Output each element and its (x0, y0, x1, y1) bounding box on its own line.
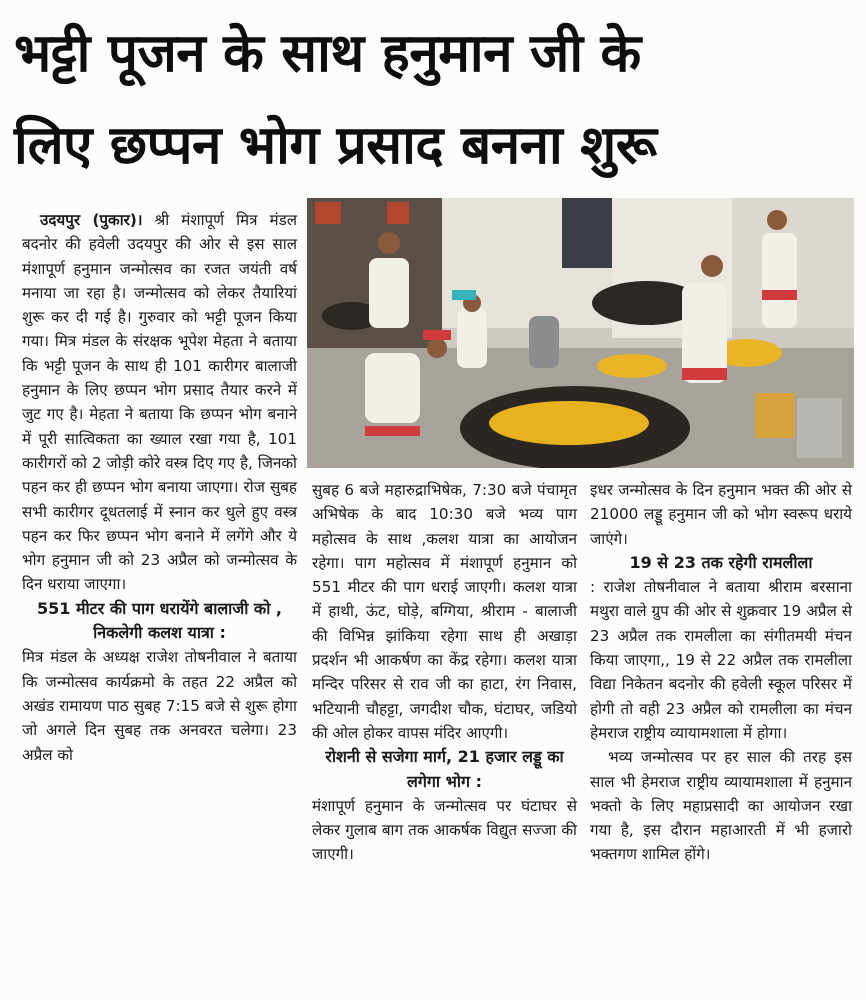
column3-paragraph-1: इधर जन्मोत्सव के दिन हनुमान भक्त की ओर से 21000 लड्डू हनुमान जी को भोग स्वरूप धराये जाएंगे। (590, 481, 852, 548)
column1-subheading: 551 मीटर की पाग धरायेंगे बालाजी को , निकलेगी कलश यात्रा : (37, 598, 282, 643)
headline-line-2: लिए छप्पन भोग प्रसाद बनना शुरू (14, 115, 657, 176)
column3-subheading: 19 से 23 तक रहेगी रामलीला (629, 552, 813, 572)
headline-line-1: भट्टी पूजन के साथ हनुमान जी के (14, 23, 641, 84)
column2-paragraph-1: सुबह 6 बजे महारुद्राभिषेक, 7:30 बजे पंचामृत अभिषेक के बाद 10:30 बजे भव्य पाग महोत्सव के साथ ,कलश यात्रा का आयोजन रहेगा। पाग महोत्सव में मंशापूर्ण हनुमान को 551 मीटर की पाग धराई जाएगी। कलश यात्रा में हाथी, ऊंट, घोड़े, बग्गिया, श्रीराम - बालाजी की विभिन्न झांकिया रहेगा साथ ही अखाड़ा प्रदर्शन भी आकर्षण का केंद्र रहेगा। कलश यात्रा मन्दिर परिसर से राव जी का हाटा, रंग निवास, भटियानी चौहट्टा, जगदीश चौक, घंटाघर, जडियो की ओल होकर वापस मंदिर आएगी। (312, 481, 577, 742)
column1-paragraph-2: मित्र मंडल के अध्यक्ष राजेश तोषनीवाल ने बताया कि जन्मोत्सव कार्यक्रमो के तहत 22 अप्रैल को अखंड रामायण पाठ सुबह 7:15 बजे से शुरू होगा जो अगले दिन सुबह तक अनवरत चलेगा। 23 अप्रैल को (22, 648, 297, 764)
dateline: उदयपुर (पुकार)। (40, 211, 143, 229)
article-column-3 (590, 478, 852, 867)
article-column-1 (22, 208, 297, 767)
article-column-2 (312, 478, 577, 867)
cooking-photo (307, 198, 854, 468)
column2-paragraph-2: मंशापूर्ण हनुमान के जन्मोत्सव पर घंटाघर से लेकर गुलाब बाग तक आकर्षक विद्युत सज्जा की जाएगी। (312, 796, 577, 864)
column1-paragraph-1: श्री मंशापूर्ण मित्र मंडल बदनोर की हवेली उदयपुर की ओर से इस साल मंशापूर्ण हनुमान जन्मोत्सव का रजत जयंती वर्ष मनाया जा रहा है। जन्मोत्सव को लेकर तैयारियां शुरू कर दी गई है। गुरुवार को भट्टी पूजन किया गया। मित्र मंडल के संरक्षक भूपेश मेहता ने बताया कि भट्टी पूजन के साथ ही 101 कारीगर बालाजी हनुमान के लिए छप्पन भोग प्रसाद तैयार करने में जुट गए है। मेहता ने बताया कि छप्पन भोग बनाने में पूरी सात्विकता का ख्याल रखा गया है, 101 कारीगरों को 2 जोड़ी कोरे वस्त्र दिए गए है, जिनको पहन कर ही छप्पन भोग बनाया जाएगा। रोज सुबह सभी कारीगर दूधतलाई में स्नान कर धुले हुए वस्त्र पहन कर फिर छप्पन भोग बनाने में लगेंगे और ये भोग हनुमान जी को 23 अप्रैल को जन्मोत्सव के दिन धराया जाएगा। (22, 211, 297, 594)
cooking-photo-illustration (307, 198, 854, 468)
column3-paragraph-2: : राजेश तोषनीवाल ने बताया श्रीराम बरसाना मथुरा वाले ग्रुप की ओर से शुक्रवार 19 अप्रैल से 23 अप्रैल तक रामलीला का संगीतमयी मंचन किया जाएगा,, 19 से 22 अप्रैल तक रामलीला विद्या निकेतन बदनोर की हवेली स्कूल परिसर में होगी तो वही 23 अप्रैल को रामलीला का मंचन हेमराज राष्ट्रीय व्यायामशाला में होगा। (590, 578, 852, 742)
column2-subheading: रोशनी से सजेगा मार्ग, 21 हजार लड्डू का लगेगा भोग : (325, 747, 564, 791)
column3-paragraph-3: भव्य जन्मोत्सव पर हर साल की तरह इस साल भी हेमराज राष्ट्रीय व्यायामशाला में हनुमान भक्तो के लिए महाप्रसादी का आयोजन रखा गया है, इस दौरान महाआरती में भी हजारो भक्तगण शामिल होंगे। (590, 748, 852, 864)
headline (14, 8, 854, 192)
